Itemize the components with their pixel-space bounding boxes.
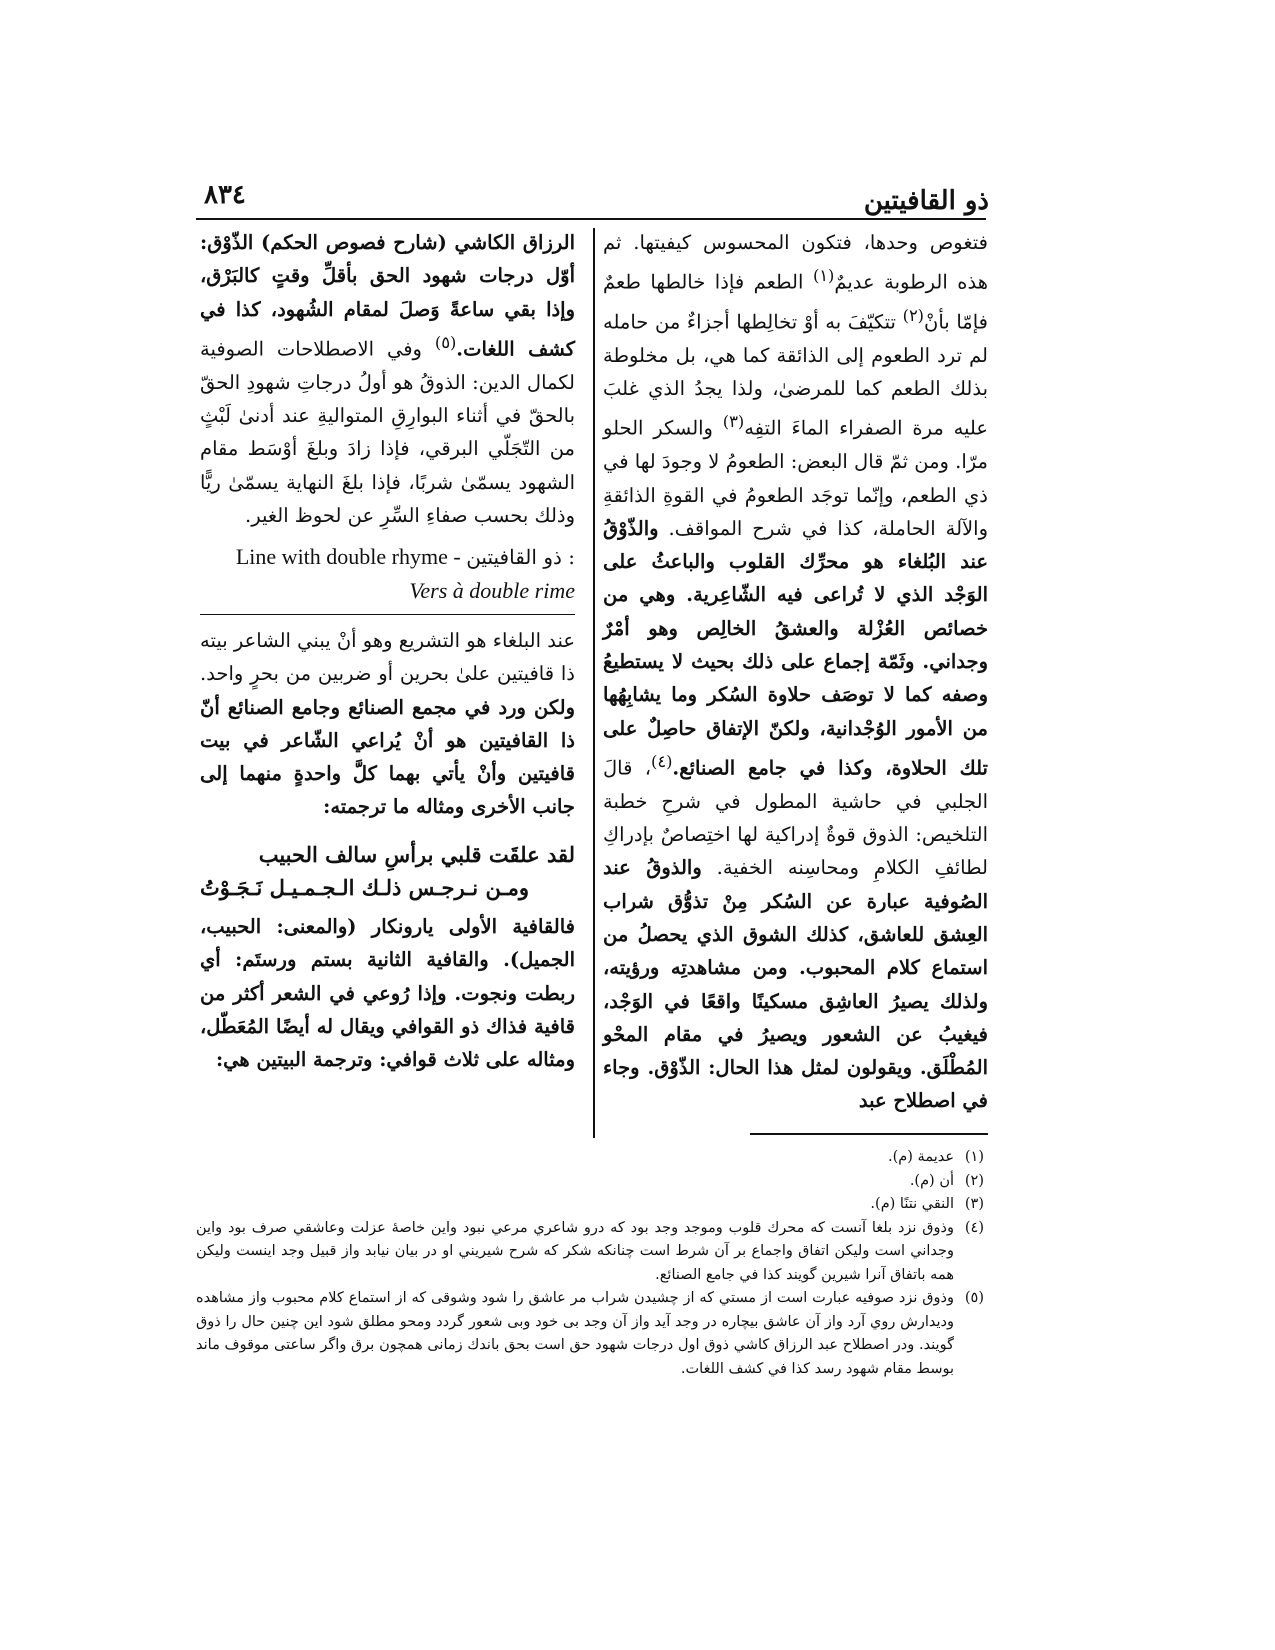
right-column bbox=[603, 226, 988, 1118]
bold-text-run: ولكن ورد في مجمع الصنائع وجامع الصنائع أنّ ذا القافيتين هو أنْ يُراعي الشّاعر في بيت قافيتين وأنْ يأتي بهما كلَّ واحدةٍ منهما إلى جانب الأخرى ومثاله ما ترجمته: bbox=[200, 695, 575, 819]
verse bbox=[200, 838, 575, 904]
text-run: ، قالَ الجلبي في حاشية المطول في شرحِ خطبة التلخيص: الذوق قوةٌ إدراكية لها اختِصاصٌ بإدراكِ لطائفِ الكلامِ ومحاسِنه الخفية. bbox=[603, 756, 988, 880]
text-run: الطعم فإذا خالطها طعمٌ فإمّا بأنْ bbox=[603, 270, 988, 334]
left-column-bottom-text: فالقافية الأولى يارونكار (والمعنى: الحبيب، الجميل). والقافية الثانية بستم ورستَم: أي ربطت ونجوت. وإذا رُوعي في الشعر أكثر من قافية فذاك ذو القوافي ويقال له أيضًا المُعَطّل، ومثاله على ثلاث قوافي: وترجمة البيتين هي: bbox=[200, 915, 575, 1072]
footnote-text: وذوق نزد بلغا آنست كه محرك قلوب وموجد وجد بود كه درو شاعري مرعي نبود واين خاصهٔ عزلت وعاشقي صرف بود واين وجداني است وليكن اتفاق واجماع بر آن شرط است چنانكه شكر كه شرح شيريني او در بيان نيابد واز قبيل وجد اينست وليكن همه باتفاق آنرا شيرين گويند كذا في جامع الصنائع. bbox=[196, 1219, 954, 1283]
text-run: فتغوص وحدها، فتكون المحسوس كيفيتها. ثم هذه الرطوبة عديمٌ bbox=[603, 231, 988, 294]
entry-arabic: ذو القافيتين : bbox=[466, 545, 575, 569]
entry-english: Line with double rhyme - bbox=[235, 544, 467, 569]
footnote bbox=[196, 1146, 984, 1170]
bold-text-run: الرزاق الكاشي (شارح فصوص الحكم) الذّوْق: أوّل درجات شهود الحق بأقلِّ وقتٍ كالبَرْق، وإذا بقي ساعةً وَصلَ لمقام الشُهود، كذا في كشف اللغات. bbox=[200, 231, 575, 361]
text-run: عند البلغاء هو التشريع وهو أنْ يبني الشاعر بيته ذا قافيتين علىٰ بحرين أو ضربين من بحرٍ واحد. bbox=[200, 629, 575, 686]
footnote-ref: (٤) bbox=[651, 751, 673, 771]
text-run: وفي الاصطلاحات الصوفية لكمال الدين: الذوقُ هو أولُ درجاتِ شهودِ الحقّ بالحقّ في أثناء البوارِقِ المتواليةِ عند أدنىٰ لَبْثٍ من التّجَلّي البرقي، فإذا زادَ وبلغَ أوْسَط مقام الشهود يسمّىٰ شربًا، فإذا بلغَ النهاية يسمّىٰ ريًّا وذلك بحسب صفاءِ السِّرِ عن لحوظ الغير. bbox=[200, 337, 575, 527]
header-rule bbox=[196, 218, 986, 220]
footnote-text: أن (م). bbox=[909, 1172, 954, 1189]
verse-line-1: لقد علقَت قلبي برأسِ سالف الحبيب bbox=[258, 842, 575, 867]
left-column-top bbox=[200, 226, 575, 532]
footnote-ref: (١) bbox=[812, 266, 835, 286]
footnote bbox=[196, 1287, 984, 1381]
bold-text-run: والذّوْقُ عند البُلغاء هو محرِّك القلوب والباعثُ على الوَجْد الذي لا تُراعى فيه الشّاعِرية. وهي من خصائص العُزْلة والعشقُ الخالِص وهو أمْرٌ وجداني. وثَمّة إجماع على ذلك بحيث لا يستطيعُ وصفه كما لا توصَف حلاوة السُكر وما يشابِهُها من الأمور الوُجْدانية، ولكنّ الإتفاق حاصِلٌ على تلك الحلاوة، وكذا في جامع الصنائع. bbox=[603, 516, 988, 780]
text-run: والسكر الحلو مرّا. ومن ثمّ قال البعض: الطعومُ لا وجودَ لها في ذي الطعم، وإنّما توجَد الطعومُ في القوةِ الذائقةِ والآلة الحاملة، كذا في شرح المواقف. bbox=[603, 416, 988, 540]
left-column-mid bbox=[200, 624, 575, 824]
footnote bbox=[196, 1193, 984, 1217]
footnote-number: (١) bbox=[964, 1149, 984, 1165]
footnote bbox=[196, 1170, 984, 1194]
footnote bbox=[196, 1217, 984, 1288]
entry-rule bbox=[200, 614, 575, 615]
footnote-text: النقي نتنًا (م). bbox=[870, 1196, 954, 1212]
footnote-rule bbox=[750, 1133, 988, 1135]
entry-headword bbox=[200, 540, 575, 607]
left-column-top-text bbox=[200, 226, 575, 532]
running-title: ذو القافيتين bbox=[863, 186, 989, 216]
footnote-number: (٥) bbox=[964, 1290, 984, 1306]
footnotes bbox=[196, 1146, 984, 1381]
bold-text-run: والذوقُ عند الصُوفية عبارة عن السُكر مِنْ تذوُّق شراب العِشق للعاشق، كذلك الشوق الذي يحصلُ من استماع كلام المحبوب. ومن مشاهدتِه ورؤيته، ولذلك يصيرُ العاشِق مسكينًا واقعًا في الوَجْد، فيغيبُ عن الشعور ويصيرُ في مقام المحْو المُطْلَق. ويقولون لمثل هذا الحال: الذّوْق. وجاء في اصطلاح عبد bbox=[603, 856, 988, 1113]
footnote-text: عديمة (م). bbox=[888, 1149, 954, 1165]
page-number: ٨٣٤ bbox=[204, 180, 246, 210]
right-column-text bbox=[603, 226, 988, 1118]
left-column-mid-text bbox=[200, 624, 575, 824]
text-run: تتكيّفَ به أوْ تخالِطها أجزاءٌ من حامله لم ترد الطعوم إلى الذائقة كما هي، بل مخلوطة بذلك الطعم كما للمرضىٰ، ولذا يجدُ الذي غلبَ عليه مرة الصفراء الماءَ التفِه bbox=[603, 310, 988, 440]
footnote-ref: (٢) bbox=[902, 306, 925, 326]
verse-line-2: ومـن نـرجـس ذلـك الـجـمـيـل نَـجَـوْتُ bbox=[200, 875, 529, 900]
footnote-number: (٤) bbox=[964, 1219, 984, 1236]
entry-french: Vers à double rime bbox=[409, 578, 575, 603]
column-divider bbox=[593, 228, 595, 1138]
footnote-number: (٢) bbox=[964, 1172, 984, 1189]
footnote-ref: (٥) bbox=[434, 332, 457, 352]
footnote-text: وذوق نزد صوفيه عبارت است از مستي كه از چشيدن شراب مر عاشق را شود وشوقى كه از استماع كلام محبوب واز مشاهده وديدارش روي آرد واز آن عاشق بيچاره در وجد آيد واز آن وجد بى خود وبى شعور گردد ومحو مطلق شود اين چنين حال را ذوق گويند. ودر اصطلاح عبد الرزاق كاشي ذوق اول درجات شهود حق است بحق باندك زمانى همچون برق واگر ساعتى موقوف ماند بوسط مقام شهود رسد كذا في كشف اللغات. bbox=[196, 1290, 954, 1377]
footnote-number: (٣) bbox=[964, 1196, 984, 1212]
footnote-ref: (٣) bbox=[722, 412, 745, 432]
